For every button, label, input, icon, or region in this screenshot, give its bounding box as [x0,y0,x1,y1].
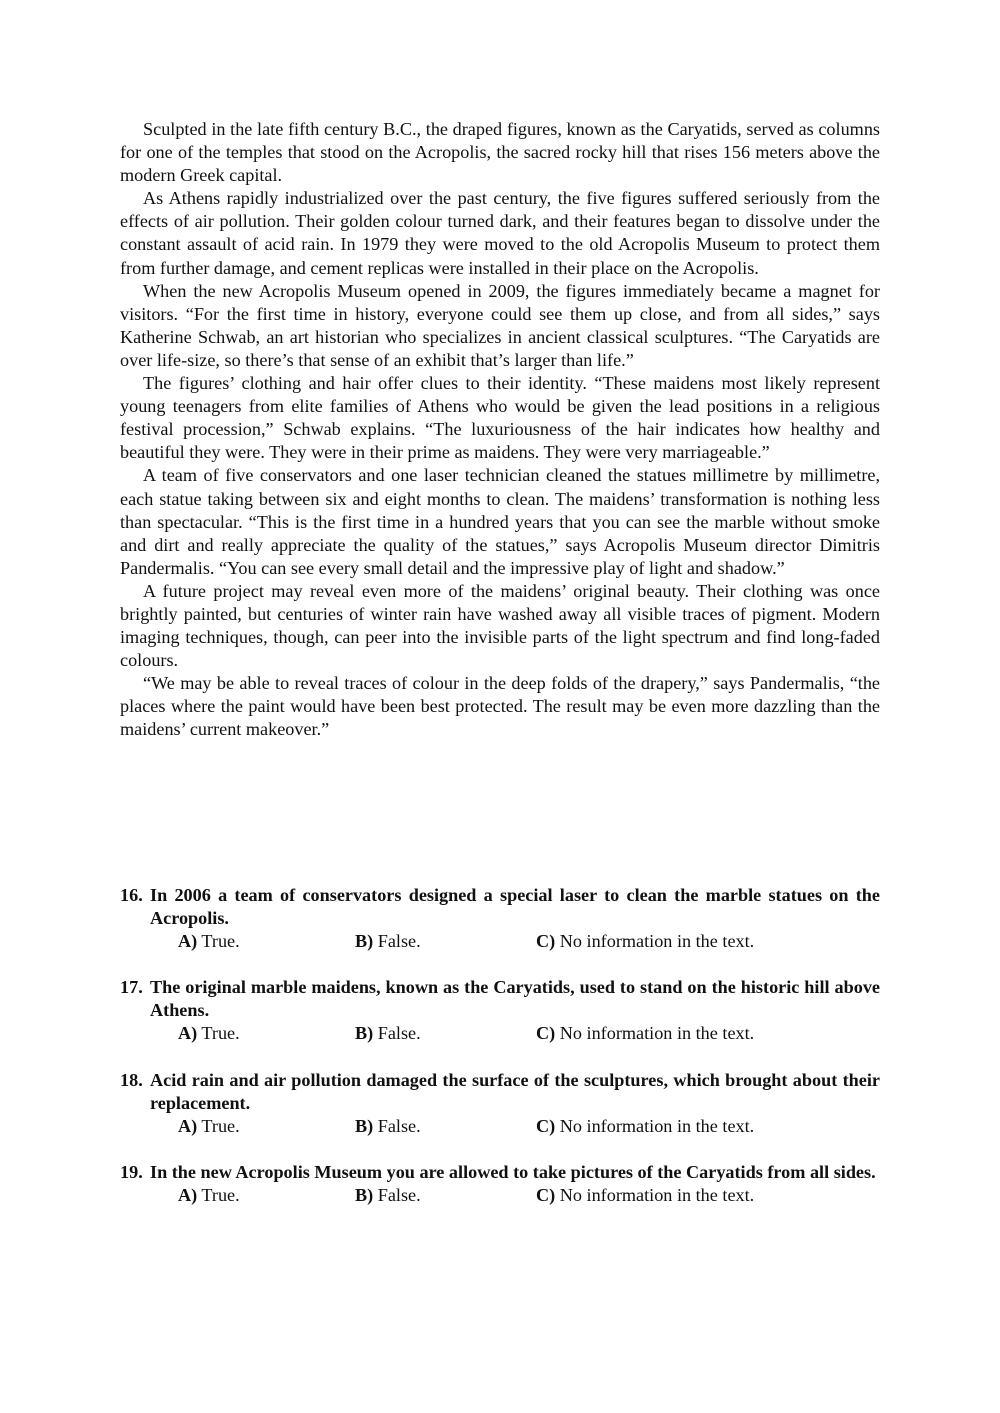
passage-paragraph: Sculpted in the late fifth century B.C., the draped figures, known as the Caryatids, served as columns for one of the temples that stood on the Acropolis, the sacred rocky hill that rises 156 meters above the modern Greek capital. [120,119,880,186]
option-c[interactable] [536,930,796,953]
option-text: False. [373,1115,421,1136]
option-c[interactable] [536,1022,796,1045]
reading-passage [120,118,880,742]
option-b[interactable] [355,1184,536,1207]
question-19 [120,1161,880,1207]
option-text: No information in the text. [555,1184,755,1205]
option-letter: C) [536,1184,556,1205]
question-stem [120,1069,880,1115]
question-stem [120,884,880,930]
question-text: In the new Acropolis Museum you are allowed to take pictures of the Caryatids from all sides. [150,1161,876,1182]
passage-paragraph: “We may be able to reveal traces of colour in the deep folds of the drapery,” says Pandermalis, “the places where the paint would have been best protected. The result may be even more dazzling than the maidens’ current makeover.” [120,673,880,740]
option-letter: C) [536,931,556,952]
answer-options [120,1184,880,1207]
passage-paragraph: The figures’ clothing and hair offer clues to their identity. “These maidens most likely represent young teenagers from elite families of Athens who would be given the lead positions in a religious festival procession,” Schwab explains. “The luxuriousness of the hair indicates how healthy and beautiful they were. They were in their prime as maidens. They were very marriageable.” [120,373,880,463]
option-text: No information in the text. [555,931,755,952]
question-17 [120,976,880,1045]
question-text: In 2006 a team of conservators designed a special laser to clean the marble statues on the Acropolis. [150,885,880,929]
option-c[interactable] [536,1184,796,1207]
question-number: 18. [120,1069,143,1090]
option-c[interactable] [536,1115,796,1138]
option-text: False. [373,1023,421,1044]
option-text: True. [197,1184,240,1205]
question-text: The original marble maidens, known as the Caryatids, used to stand on the historic hill above Athens. [150,977,880,1021]
option-letter: B) [355,1115,374,1136]
option-letter: A) [178,1115,198,1136]
option-text: No information in the text. [555,1023,755,1044]
question-number: 19. [120,1161,143,1182]
option-letter: C) [536,1115,556,1136]
question-stem [120,1161,880,1184]
option-text: True. [197,1115,240,1136]
option-b[interactable] [355,1115,536,1138]
question-number: 16. [120,885,143,905]
option-letter: B) [355,1023,374,1044]
option-letter: A) [178,1023,198,1044]
option-text: False. [373,931,421,952]
option-a[interactable] [178,1022,355,1045]
question-16 [120,884,880,953]
answer-options [120,1022,880,1045]
option-letter: C) [536,1023,556,1044]
question-text: Acid rain and air pollution damaged the surface of the sculptures, which brought about their replacement. [150,1069,880,1113]
answer-options [120,930,880,953]
passage-paragraph: When the new Acropolis Museum opened in 2009, the figures immediately became a magnet for visitors. “For the first time in history, everyone could see them up close, and from all sides,” says Katherine Schwab, an art historian who specializes in ancient classical sculptures. “The Caryatids are over life-size, so there’s that sense of an exhibit that’s larger than life.” [120,280,880,370]
question-stem [120,976,880,1022]
option-a[interactable] [178,1115,355,1138]
option-text: True. [197,1023,240,1044]
answer-options [120,1115,880,1138]
option-text: False. [373,1184,421,1205]
option-letter: B) [355,1184,374,1205]
option-a[interactable] [178,1184,355,1207]
question-list [120,884,880,1230]
passage-paragraph: As Athens rapidly industrialized over the past century, the five figures suffered seriously from the effects of air pollution. Their golden colour turned dark, and their features began to dissolve under the constant assault of acid rain. In 1979 they were moved to the old Acropolis Museum to protect them from further damage, and cement replicas were installed in their place on the Acropolis. [120,188,880,278]
option-text: No information in the text. [555,1115,755,1136]
option-letter: A) [178,1184,198,1205]
option-a[interactable] [178,930,355,953]
passage-paragraph: A future project may reveal even more of the maidens’ original beauty. Their clothing was once brightly painted, but centuries of winter rain have washed away all visible traces of pigment. Modern imaging techniques, though, can peer into the invisible parts of the light spectrum and find long-faded colours. [120,580,880,671]
option-text: True. [197,931,240,952]
question-number: 17. [120,977,143,998]
option-letter: B) [355,931,374,952]
question-18 [120,1069,880,1138]
passage-paragraph: A team of five conservators and one laser technician cleaned the statues millimetre by millimetre, each statue taking between six and eight months to clean. The maidens’ transformation is nothing less than spectacular. “This is the first time in a hundred years that you can see the marble without smoke and dirt and really appreciate the quality of the statues,” says Acropolis Museum director Dimitris Pandermalis. “You can see every small detail and the impressive play of light and shadow.” [120,465,880,578]
option-letter: A) [178,931,198,952]
option-b[interactable] [355,930,536,953]
option-b[interactable] [355,1022,536,1045]
